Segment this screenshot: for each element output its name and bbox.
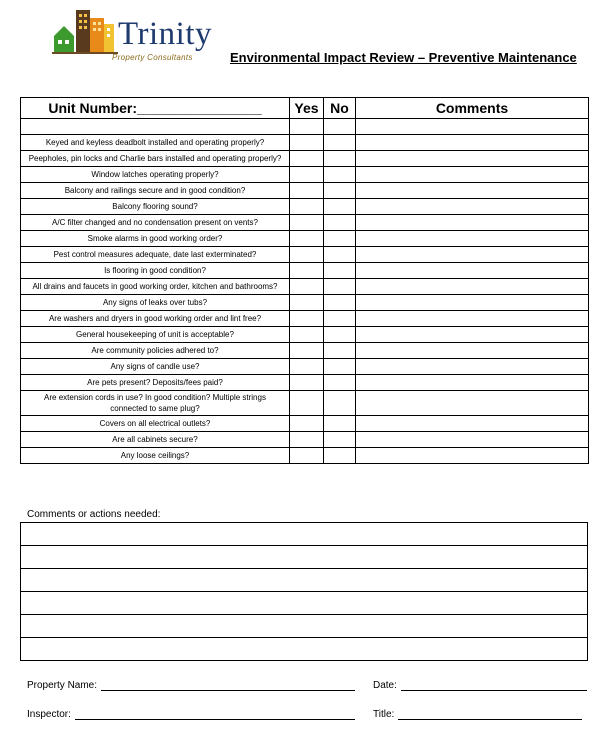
no-cell[interactable]	[324, 416, 356, 432]
comment-cell[interactable]	[356, 311, 589, 327]
brand-name: Trinity	[118, 16, 212, 52]
comment-cell[interactable]	[356, 151, 589, 167]
comment-cell[interactable]	[356, 359, 589, 375]
checklist-row	[21, 295, 589, 311]
checklist-question: Covers on all electrical outlets?	[21, 416, 290, 432]
date-field[interactable]	[373, 680, 587, 691]
checklist-row	[21, 151, 589, 167]
checklist-row	[21, 167, 589, 183]
inspector-label: Inspector:	[27, 709, 71, 720]
comment-cell[interactable]	[356, 247, 589, 263]
no-cell[interactable]	[324, 199, 356, 215]
checklist-question: Balcony flooring sound?	[21, 199, 290, 215]
checklist-row	[21, 231, 589, 247]
yes-cell[interactable]	[290, 199, 324, 215]
checklist-row	[21, 311, 589, 327]
yes-cell[interactable]	[290, 327, 324, 343]
comment-line-row	[21, 546, 588, 569]
no-cell[interactable]	[324, 263, 356, 279]
no-cell[interactable]	[324, 183, 356, 199]
no-cell[interactable]	[324, 231, 356, 247]
yes-cell[interactable]	[290, 416, 324, 432]
comment-line[interactable]	[21, 569, 588, 592]
checklist-question: A/C filter changed and no condensation present on vents?	[21, 215, 290, 231]
checklist-row	[21, 183, 589, 199]
inspection-checklist-table	[20, 97, 589, 464]
comment-line-row	[21, 523, 588, 546]
comment-line[interactable]	[21, 592, 588, 615]
unit-number-header: Unit Number:________________	[21, 98, 290, 119]
comment-cell[interactable]	[356, 215, 589, 231]
title-label: Title:	[373, 709, 395, 720]
yes-cell[interactable]	[290, 247, 324, 263]
comment-cell[interactable]	[356, 375, 589, 391]
checklist-question: Pest control measures adequate, date last exterminated?	[21, 247, 290, 263]
checklist-question: General housekeeping of unit is acceptable?	[21, 327, 290, 343]
yes-cell[interactable]	[290, 448, 324, 464]
inspector-field[interactable]	[27, 709, 355, 720]
checklist-row	[21, 119, 589, 135]
yes-cell[interactable]	[290, 263, 324, 279]
checklist-row	[21, 263, 589, 279]
checklist-question: Are all cabinets secure?	[21, 432, 290, 448]
comment-line[interactable]	[21, 615, 588, 638]
checklist-row	[21, 416, 589, 432]
checklist-question: Any loose ceilings?	[21, 448, 290, 464]
comments-label: Comments or actions needed:	[27, 509, 161, 520]
checklist-row	[21, 391, 589, 416]
checklist-question: Is flooring in good condition?	[21, 263, 290, 279]
checklist-question: Are pets present? Deposits/fees paid?	[21, 375, 290, 391]
comment-line[interactable]	[21, 523, 588, 546]
no-cell[interactable]	[324, 247, 356, 263]
comment-cell[interactable]	[356, 343, 589, 359]
checklist-question: Balcony and railings secure and in good condition?	[21, 183, 290, 199]
document-title: Environmental Impact Review – Preventive Maintenance	[230, 50, 577, 65]
yes-cell[interactable]	[290, 135, 324, 151]
checklist-row	[21, 215, 589, 231]
checklist-row	[21, 135, 589, 151]
no-cell[interactable]	[324, 119, 356, 135]
checklist-row	[21, 327, 589, 343]
comment-cell[interactable]	[356, 199, 589, 215]
comment-cell[interactable]	[356, 231, 589, 247]
no-cell[interactable]	[324, 311, 356, 327]
no-cell[interactable]	[324, 167, 356, 183]
comment-line[interactable]	[21, 638, 588, 661]
checklist-question	[21, 119, 290, 135]
checklist-question: Are community policies adhered to?	[21, 343, 290, 359]
comment-cell[interactable]	[356, 119, 589, 135]
company-logo	[52, 6, 227, 66]
checklist-row	[21, 359, 589, 375]
yes-cell[interactable]	[290, 231, 324, 247]
yes-cell[interactable]	[290, 311, 324, 327]
comment-cell[interactable]	[356, 135, 589, 151]
date-label: Date:	[373, 680, 397, 691]
no-cell[interactable]	[324, 448, 356, 464]
comment-cell[interactable]	[356, 327, 589, 343]
no-cell[interactable]	[324, 295, 356, 311]
checklist-row	[21, 448, 589, 464]
no-cell[interactable]	[324, 327, 356, 343]
checklist-row	[21, 432, 589, 448]
yes-cell[interactable]	[290, 279, 324, 295]
checklist-question: Peepholes, pin locks and Charlie bars installed and operating properly?	[21, 151, 290, 167]
yes-cell[interactable]	[290, 151, 324, 167]
comment-cell[interactable]	[356, 416, 589, 432]
comment-line[interactable]	[21, 546, 588, 569]
comment-cell[interactable]	[356, 279, 589, 295]
no-cell[interactable]	[324, 135, 356, 151]
yes-cell[interactable]	[290, 295, 324, 311]
property-name-line[interactable]	[101, 680, 355, 691]
yes-cell[interactable]	[290, 375, 324, 391]
yes-cell[interactable]	[290, 119, 324, 135]
yes-cell[interactable]	[290, 343, 324, 359]
comment-cell[interactable]	[356, 183, 589, 199]
table-header-row	[21, 98, 589, 119]
no-cell[interactable]	[324, 375, 356, 391]
checklist-question: All drains and faucets in good working order, kitchen and bathrooms?	[21, 279, 290, 295]
no-cell[interactable]	[324, 151, 356, 167]
buildings-logo-icon	[52, 6, 122, 58]
checklist-question: Any signs of leaks over tubs?	[21, 295, 290, 311]
no-cell[interactable]	[324, 343, 356, 359]
title-line[interactable]	[398, 709, 582, 720]
checklist-row	[21, 375, 589, 391]
no-header: No	[324, 98, 356, 119]
comment-cell[interactable]	[356, 432, 589, 448]
comments-header: Comments	[356, 98, 589, 119]
no-cell[interactable]	[324, 391, 356, 416]
no-cell[interactable]	[324, 432, 356, 448]
checklist-row	[21, 247, 589, 263]
yes-cell[interactable]	[290, 183, 324, 199]
inspector-line[interactable]	[75, 709, 355, 720]
property-name-field[interactable]	[27, 680, 355, 691]
checklist-row	[21, 279, 589, 295]
no-cell[interactable]	[324, 279, 356, 295]
comment-cell[interactable]	[356, 391, 589, 416]
comment-cell[interactable]	[356, 295, 589, 311]
comment-cell[interactable]	[356, 448, 589, 464]
comment-line-row	[21, 592, 588, 615]
checklist-question: Any signs of candle use?	[21, 359, 290, 375]
comment-line-row	[21, 638, 588, 661]
checklist-question: Smoke alarms in good working order?	[21, 231, 290, 247]
checklist-question: Are washers and dryers in good working order and lint free?	[21, 311, 290, 327]
comments-box	[20, 522, 588, 661]
checklist-question: Are extension cords in use? In good condition? Multiple strings connected to same plug?	[21, 391, 290, 416]
checklist-question: Keyed and keyless deadbolt installed and operating properly?	[21, 135, 290, 151]
no-cell[interactable]	[324, 359, 356, 375]
title-field[interactable]	[373, 709, 582, 720]
property-name-label: Property Name:	[27, 680, 98, 691]
checklist-row	[21, 343, 589, 359]
comment-line-row	[21, 569, 588, 592]
no-cell[interactable]	[324, 215, 356, 231]
yes-cell[interactable]	[290, 215, 324, 231]
comment-cell[interactable]	[356, 167, 589, 183]
yes-cell[interactable]	[290, 391, 324, 416]
yes-cell[interactable]	[290, 167, 324, 183]
comment-cell[interactable]	[356, 263, 589, 279]
brand-tagline: Property Consultants	[112, 53, 193, 62]
date-line[interactable]	[401, 680, 587, 691]
comment-line-row	[21, 615, 588, 638]
checklist-question: Window latches operating properly?	[21, 167, 290, 183]
yes-cell[interactable]	[290, 359, 324, 375]
yes-header: Yes	[290, 98, 324, 119]
yes-cell[interactable]	[290, 432, 324, 448]
checklist-row	[21, 199, 589, 215]
